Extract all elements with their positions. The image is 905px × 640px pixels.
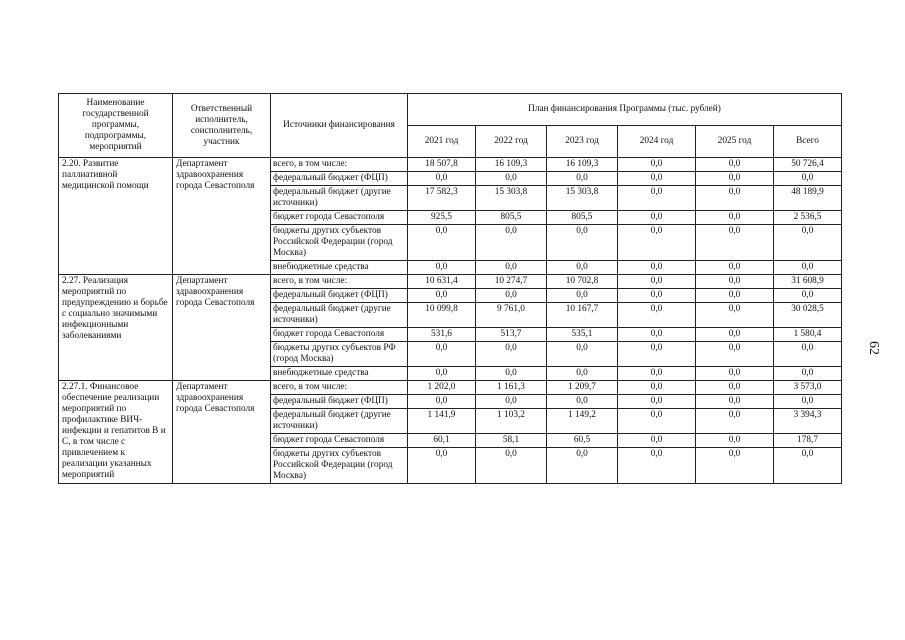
year-value: 0,0 bbox=[618, 186, 696, 211]
year-value: 1 141,9 bbox=[408, 409, 476, 434]
header-year: 2021 год bbox=[408, 126, 476, 158]
year-value: 0,0 bbox=[618, 342, 696, 367]
total-value: 0,0 bbox=[774, 172, 842, 186]
page-number: 62 bbox=[866, 341, 881, 355]
year-value: 0,0 bbox=[696, 303, 774, 328]
activity-name: 2.27. Реализация мероприятий по предупреждению и борьбе с социально значимыми инфекционными заболеваниями bbox=[59, 275, 173, 381]
total-value: 50 726,4 bbox=[774, 158, 842, 172]
funding-source: внебюджетные средства bbox=[271, 261, 408, 275]
funding-source: федеральный бюджет (другие источники) bbox=[271, 303, 408, 328]
header-year: 2022 год bbox=[476, 126, 547, 158]
header-sources: Источники финансирования bbox=[271, 94, 408, 158]
header-plan: План финансирования Программы (тыс. рублей) bbox=[408, 94, 842, 126]
year-value: 0,0 bbox=[696, 225, 774, 261]
year-value: 0,0 bbox=[696, 381, 774, 395]
year-value: 0,0 bbox=[696, 342, 774, 367]
year-value: 0,0 bbox=[618, 303, 696, 328]
year-value: 0,0 bbox=[476, 261, 547, 275]
year-value: 0,0 bbox=[408, 448, 476, 484]
table-body bbox=[59, 158, 842, 484]
header-year: 2024 год bbox=[618, 126, 696, 158]
total-value: 3 573,0 bbox=[774, 381, 842, 395]
year-value: 0,0 bbox=[618, 409, 696, 434]
year-value: 0,0 bbox=[618, 381, 696, 395]
year-value: 925,5 bbox=[408, 211, 476, 225]
funding-source: бюджеты других субъектов РФ (город Москва) bbox=[271, 342, 408, 367]
year-value: 0,0 bbox=[547, 225, 618, 261]
year-value: 513,7 bbox=[476, 328, 547, 342]
year-value: 0,0 bbox=[696, 409, 774, 434]
year-value: 0,0 bbox=[476, 172, 547, 186]
total-value: 1 580,4 bbox=[774, 328, 842, 342]
year-value: 16 109,3 bbox=[547, 158, 618, 172]
year-value: 0,0 bbox=[618, 328, 696, 342]
year-value: 10 167,7 bbox=[547, 303, 618, 328]
year-value: 1 103,2 bbox=[476, 409, 547, 434]
total-value: 0,0 bbox=[774, 367, 842, 381]
year-value: 0,0 bbox=[408, 225, 476, 261]
total-value: 30 028,5 bbox=[774, 303, 842, 328]
year-value: 0,0 bbox=[696, 328, 774, 342]
header-executor: Ответственный исполнитель, соисполнитель, участник bbox=[173, 94, 271, 158]
total-value: 178,7 bbox=[774, 434, 842, 448]
funding-source: федеральный бюджет (другие источники) bbox=[271, 186, 408, 211]
year-value: 0,0 bbox=[476, 395, 547, 409]
year-value: 0,0 bbox=[696, 261, 774, 275]
year-value: 0,0 bbox=[618, 225, 696, 261]
total-value: 0,0 bbox=[774, 448, 842, 484]
year-value: 0,0 bbox=[476, 225, 547, 261]
financing-table bbox=[58, 93, 842, 484]
year-value: 10 631,4 bbox=[408, 275, 476, 289]
year-value: 0,0 bbox=[618, 434, 696, 448]
year-value: 10 274,7 bbox=[476, 275, 547, 289]
total-value: 0,0 bbox=[774, 261, 842, 275]
year-value: 531,6 bbox=[408, 328, 476, 342]
year-value: 0,0 bbox=[476, 367, 547, 381]
header-year: 2023 год bbox=[547, 126, 618, 158]
funding-source: федеральный бюджет (ФЦП) bbox=[271, 289, 408, 303]
year-value: 0,0 bbox=[547, 367, 618, 381]
funding-source: бюджеты других субъектов Российской Федерации (город Москва) bbox=[271, 448, 408, 484]
funding-source: внебюджетные средства bbox=[271, 367, 408, 381]
year-value: 58,1 bbox=[476, 434, 547, 448]
year-value: 1 209,7 bbox=[547, 381, 618, 395]
year-value: 0,0 bbox=[476, 289, 547, 303]
year-value: 0,0 bbox=[547, 289, 618, 303]
year-value: 0,0 bbox=[696, 395, 774, 409]
year-value: 0,0 bbox=[408, 367, 476, 381]
total-value: 0,0 bbox=[774, 225, 842, 261]
year-value: 0,0 bbox=[696, 211, 774, 225]
year-value: 0,0 bbox=[696, 289, 774, 303]
year-value: 0,0 bbox=[618, 448, 696, 484]
year-value: 0,0 bbox=[618, 261, 696, 275]
year-value: 1 202,0 bbox=[408, 381, 476, 395]
total-value: 0,0 bbox=[774, 289, 842, 303]
funding-source: федеральный бюджет (другие источники) bbox=[271, 409, 408, 434]
year-value: 0,0 bbox=[408, 261, 476, 275]
header-year: 2025 год bbox=[696, 126, 774, 158]
total-value: 31 608,9 bbox=[774, 275, 842, 289]
table-row bbox=[59, 381, 842, 395]
funding-source: федеральный бюджет (ФЦП) bbox=[271, 395, 408, 409]
funding-source: всего, в том числе: bbox=[271, 275, 408, 289]
year-value: 0,0 bbox=[618, 158, 696, 172]
funding-source: бюджеты других субъектов Российской Федерации (город Москва) bbox=[271, 225, 408, 261]
year-value: 0,0 bbox=[618, 211, 696, 225]
year-value: 15 303,8 bbox=[547, 186, 618, 211]
year-value: 10 702,8 bbox=[547, 275, 618, 289]
year-value: 0,0 bbox=[696, 448, 774, 484]
year-value: 0,0 bbox=[696, 275, 774, 289]
total-value: 2 536,5 bbox=[774, 211, 842, 225]
funding-source: федеральный бюджет (ФЦП) bbox=[271, 172, 408, 186]
year-value: 0,0 bbox=[476, 342, 547, 367]
year-value: 0,0 bbox=[408, 342, 476, 367]
table-row bbox=[59, 275, 842, 289]
year-value: 0,0 bbox=[696, 158, 774, 172]
funding-source: бюджет города Севастополя bbox=[271, 328, 408, 342]
funding-source: бюджет города Севастополя bbox=[271, 211, 408, 225]
year-value: 0,0 bbox=[547, 342, 618, 367]
year-value: 0,0 bbox=[408, 289, 476, 303]
funding-source: всего, в том числе: bbox=[271, 381, 408, 395]
total-value: 0,0 bbox=[774, 342, 842, 367]
year-value: 16 109,3 bbox=[476, 158, 547, 172]
total-value: 3 394,3 bbox=[774, 409, 842, 434]
year-value: 0,0 bbox=[696, 434, 774, 448]
funding-source: всего, в том числе: bbox=[271, 158, 408, 172]
executor-cell: Департамент здравоохранения города Севастополя bbox=[173, 275, 271, 381]
header-total: Всего bbox=[774, 126, 842, 158]
year-value: 0,0 bbox=[696, 186, 774, 211]
activity-name: 2.27.1. Финансовое обеспечение реализации мероприятий по профилактике ВИЧ-инфекции и гепатитов В и С, в том числе с привлечением к реализации указанных мероприятий bbox=[59, 381, 173, 484]
year-value: 15 303,8 bbox=[476, 186, 547, 211]
executor-cell: Департамент здравоохранения города Севастополя bbox=[173, 158, 271, 275]
year-value: 0,0 bbox=[547, 172, 618, 186]
year-value: 0,0 bbox=[547, 448, 618, 484]
year-value: 10 099,8 bbox=[408, 303, 476, 328]
total-value: 48 189,9 bbox=[774, 186, 842, 211]
year-value: 0,0 bbox=[408, 395, 476, 409]
executor-cell: Департамент здравоохранения города Севастополя bbox=[173, 381, 271, 484]
year-value: 17 582,3 bbox=[408, 186, 476, 211]
year-value: 18 507,8 bbox=[408, 158, 476, 172]
year-value: 0,0 bbox=[476, 448, 547, 484]
year-value: 805,5 bbox=[476, 211, 547, 225]
total-value: 0,0 bbox=[774, 395, 842, 409]
year-value: 0,0 bbox=[618, 172, 696, 186]
year-value: 0,0 bbox=[696, 172, 774, 186]
year-value: 60,5 bbox=[547, 434, 618, 448]
year-value: 0,0 bbox=[408, 172, 476, 186]
table-row bbox=[59, 158, 842, 172]
year-value: 805,5 bbox=[547, 211, 618, 225]
year-value: 0,0 bbox=[618, 395, 696, 409]
activity-name: 2.20. Развитие паллиативной медицинской помощи bbox=[59, 158, 173, 275]
year-value: 1 161,3 bbox=[476, 381, 547, 395]
header-name: Наименование государственной программы, подпрограммы, мероприятий bbox=[59, 94, 173, 158]
year-value: 0,0 bbox=[618, 367, 696, 381]
year-value: 60,1 bbox=[408, 434, 476, 448]
year-value: 0,0 bbox=[618, 289, 696, 303]
year-value: 0,0 bbox=[547, 261, 618, 275]
year-value: 535,1 bbox=[547, 328, 618, 342]
year-value: 0,0 bbox=[547, 395, 618, 409]
year-value: 1 149,2 bbox=[547, 409, 618, 434]
year-value: 0,0 bbox=[696, 367, 774, 381]
funding-source: бюджет города Севастополя bbox=[271, 434, 408, 448]
year-value: 9 761,0 bbox=[476, 303, 547, 328]
year-value: 0,0 bbox=[618, 275, 696, 289]
